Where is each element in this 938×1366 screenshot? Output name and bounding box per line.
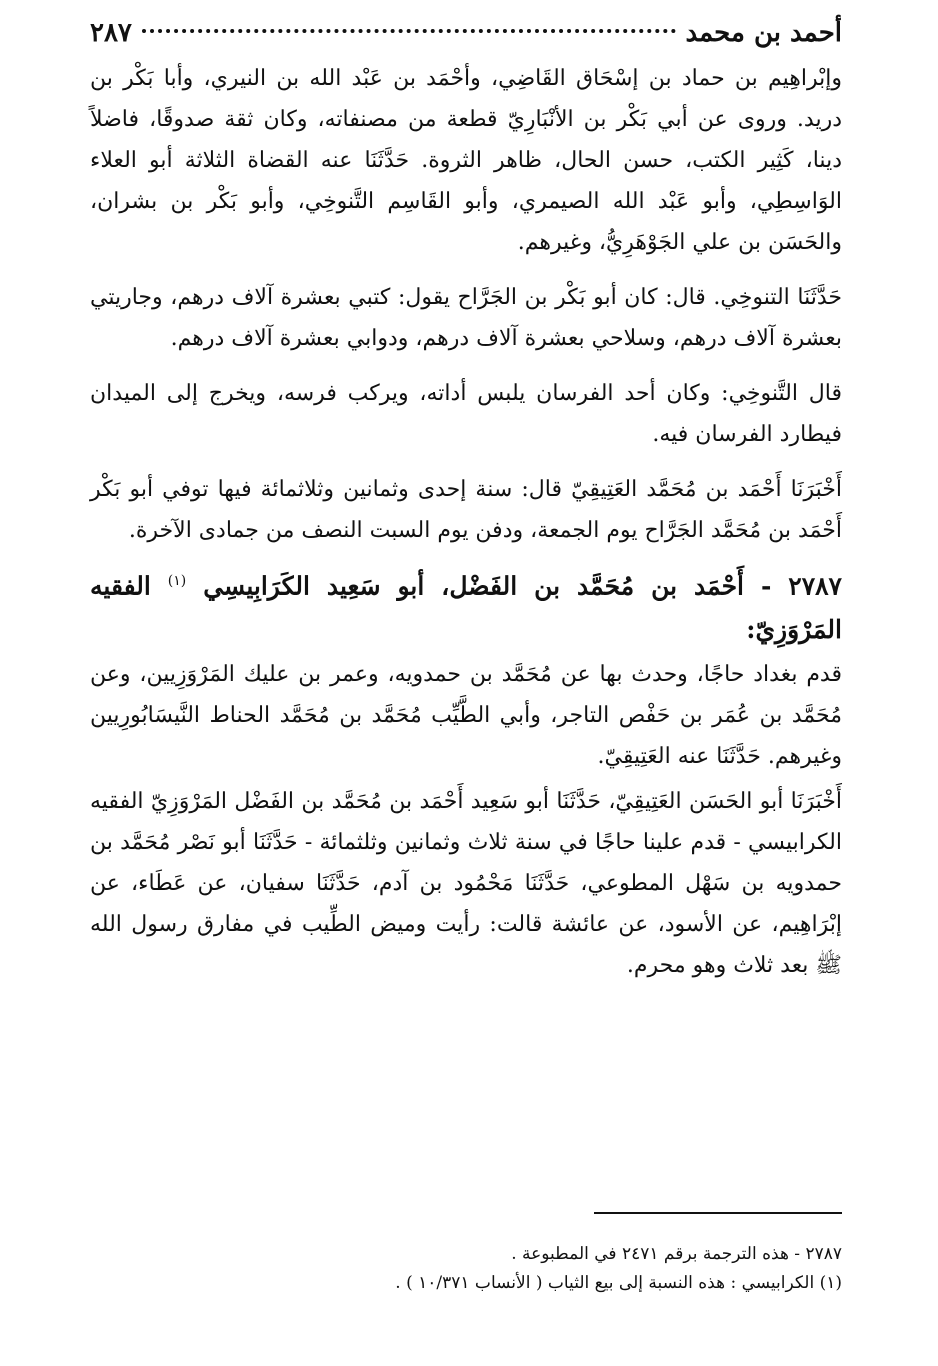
footnotes	[90, 1240, 842, 1298]
paragraph: حَدَّثَنَا التنوخِي. قال: كان أبو بَكْر بن الجَرَّاح يقول: كتبي بعشرة آلاف درهم، وجاريتي بعشرة آلاف درهم، وسلاحي بعشرة آلاف درهم، ودوابي بعشرة آلاف درهم.	[90, 285, 843, 351]
entry-heading-text: ٢٧٨٧ - أَحْمَد بن مُحَمَّد بن الفَضْل، أبو سَعِيد الكَرَابِيسِي	[203, 571, 842, 601]
paragraph: قال التَّنوخِي: وكان أحد الفرسان يلبس أداته، ويركب فرسه، ويخرج إلى الميدان فيطارد الفرسان فيه.	[90, 381, 842, 447]
footnote-mark: (١)	[167, 573, 187, 589]
running-head	[90, 18, 842, 58]
paragraph: وإبْراهِيم بن حماد بن إسْحَاق القَاضِي، وأحْمَد بن عَبْد الله بن النيري، وأبا بَكْر بن دريد. وروى عن أبي بَكْر بن الأنْبَارِيّ قطعة من مصنفاته، وكان ثقة صدوقًا، فاضلاً دينا، كَثِير الكتب، حسن الحال، ظاهر الثروة. حَدَّثَنَا عنه القضاة الثلاثة أبو العلاء الوَاسِطِي، وأبو عَبْد الله الصيمري، وأبو القَاسِم التَّنوخِي، وأبو بَكْر بن بشران، والحَسَن بن علي الجَوْهَرِيُّ، وغيرهم.	[90, 66, 842, 255]
footnote: (١) الكرابيسي : هذه النسبة إلى بيع الثياب ( الأنساب ١٠/٣٧١ ) .	[395, 1273, 842, 1293]
paragraph-gap	[90, 455, 842, 469]
page-number: ٢٨٧	[90, 18, 132, 48]
paragraph-gap	[90, 359, 842, 373]
running-head-title: أحمد بن محمد	[685, 18, 842, 48]
entry-heading	[90, 559, 842, 652]
paragraph: أَخْبَرَنَا أَحْمَد بن مُحَمَّد العَتِيقِيّ قال: سنة إحدى وثمانين وثلاثمائة فيها توفي أبو بَكْر أَحْمَد بن مُحَمَّد الجَرَّاح يوم الجمعة، ودفن يوم السبت النصف من جمادى الآخرة.	[90, 477, 842, 543]
paragraph-gap	[90, 263, 842, 277]
entry-paragraph: قدم بغداد حاجًا، وحدث بها عن مُحَمَّد بن حمدويه، وعمر بن عليك المَرْوَزِيين، وعن مُحَمَّد بن عُمَر بن حَفْص التاجر، وأبي الطَّيِّب مُحَمَّد بن مُحَمَّد الحناط النَّيسَابُورِيين وغيرهم. حَدَّثَنَا عنه العَتِيقِيّ.	[90, 662, 842, 770]
page-body	[90, 18, 842, 986]
footnote-rule	[594, 1212, 842, 1214]
leader-dots	[142, 29, 676, 33]
entry-paragraph: أَخْبَرَنَا أبو الحَسَن العَتِيقِيّ، حَدَّثَنَا أبو سَعِيد أَحْمَد بن مُحَمَّد بن الفَضْل المَرْوَزِيّ الفقيه الكرابيسي - قدم علينا حاجًا في سنة ثلاث وثمانين وثلثمائة - حَدَّثَنَا أبو نَصْر مُحَمَّد بن حمدويه بن سَهْل المطوعي، حَدَّثَنَا مَحْمُود بن آدم، حَدَّثَنَا سفيان، عن عَطَاء، عن إبْرَاهِيم، عن الأسود، عن عائشة قالت: رأيت وميض الطِّيب في مفارق رسول الله ﷺ بعد ثلاث وهو محرم.	[90, 789, 842, 979]
footnote: ٢٧٨٧ - هذه الترجمة برقم ٢٤٧١ في المطبوعة .	[511, 1244, 842, 1264]
entry-heading-tail: الفقيه المَرْوَزِيّ:	[90, 571, 842, 645]
